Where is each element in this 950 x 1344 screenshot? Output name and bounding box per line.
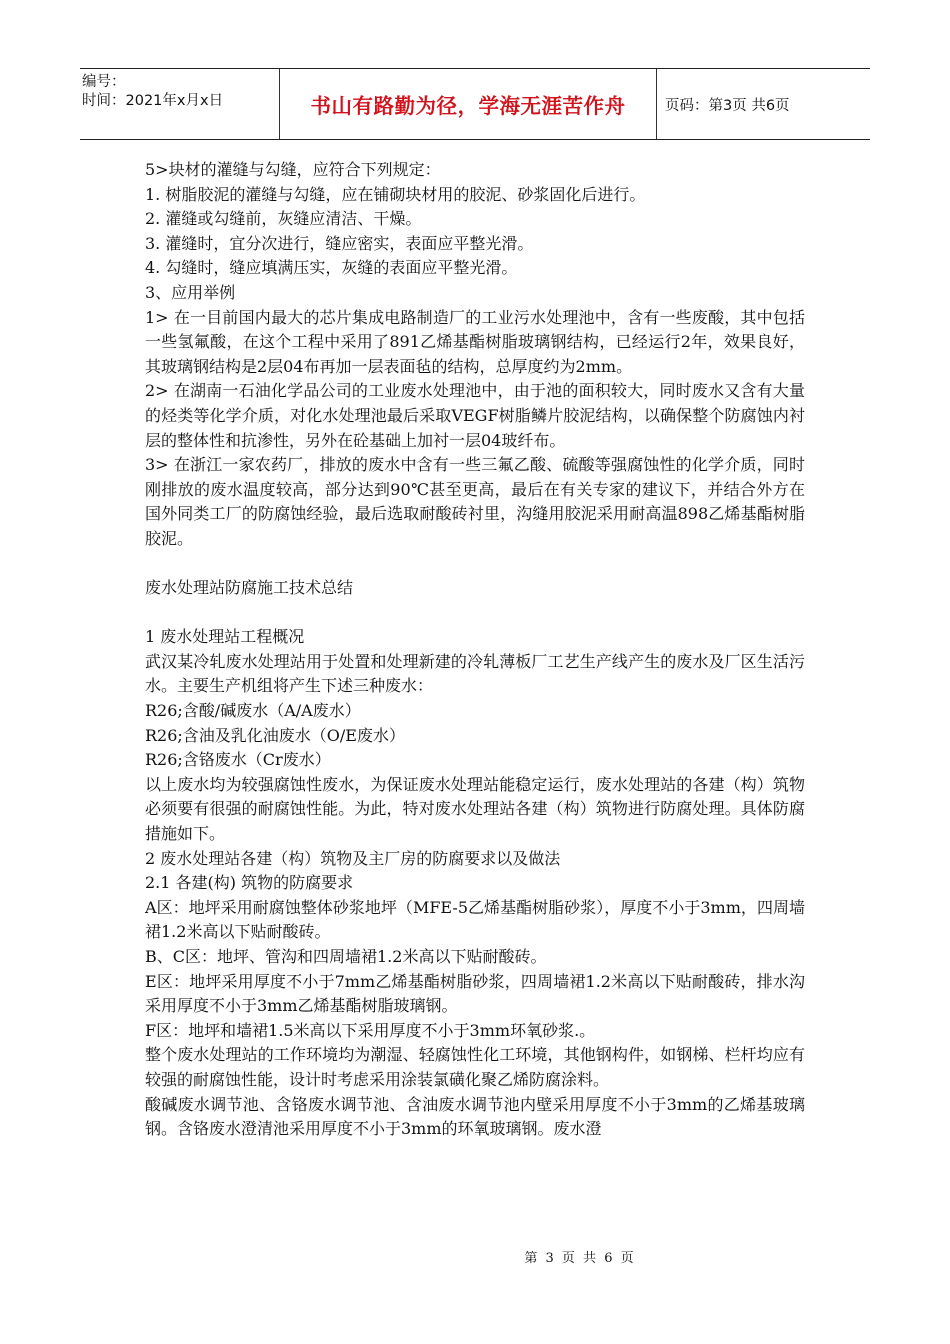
header-date: 时间：2021年x月x日 [82, 93, 224, 109]
paragraph: 3. 灌缝时，宜分次进行，缝应密实，表面应平整光滑。 [145, 233, 534, 253]
document-body [145, 158, 805, 1142]
paragraph: 以上废水均为较强腐蚀性废水，为保证废水处理站能稳定运行，废水处理站的各建（构）筑物必须要有很强的耐腐蚀性能。为此，特对废水处理站各建（构）筑物进行防腐处理。具体防腐措施如下。 [145, 774, 805, 844]
paragraph: 1. 树脂胶泥的灌缝与勾缝，应在铺砌块材用的胶泥、砂浆固化后进行。 [145, 184, 646, 204]
header-motto: 书山有路勤为径，学海无涯苦作舟 [280, 69, 657, 139]
paragraph: 武汉某冷轧废水处理站用于处置和处理新建的冷轧薄板厂工艺生产线产生的废水及厂区生活污水。主要生产机组将产生下述三种废水： [145, 651, 805, 696]
paragraph: 2> 在湖南一石油化学品公司的工业废水处理池中，由于池的面积较大，同时废水又含有大量的烃类等化学介质，对化水处理池最后采取VEGF树脂鳞片胶泥结构，以确保整个防腐蚀内衬层的整体性和抗渗性，另外在砼基础上加衬一层04玻纤布。 [145, 381, 805, 450]
paragraph: R26;含铬废水（Cr废水） [145, 750, 331, 770]
paragraph: A区：地坪采用耐腐蚀整体砂浆地坪（MFE-5乙烯基酯树脂砂浆），厚度不小于3mm，四周墙裙1.2米高以下贴耐酸砖。 [145, 897, 805, 942]
paragraph [145, 601, 805, 626]
header-meta [80, 69, 280, 139]
paragraph [145, 552, 805, 577]
document-header [80, 68, 870, 140]
paragraph: 4. 勾缝时，缝应填满压实，灰缝的表面应平整光滑。 [145, 258, 518, 278]
header-code: 编号： [82, 74, 126, 90]
paragraph: 1 废水处理站工程概况 [145, 627, 305, 647]
paragraph: 废水处理站防腐施工技术总结 [145, 578, 354, 598]
paragraph: 酸碱废水调节池、含铬废水调节池、含油废水调节池内壁采用厚度不小于3mm的乙烯基玻璃钢。含铬废水澄清池采用厚度不小于3mm的环氧玻璃钢。废水澄 [145, 1094, 805, 1139]
paragraph: F区：地坪和墙裙1.5米高以下采用厚度不小于3mm环氧砂浆.。 [145, 1020, 596, 1040]
paragraph: 3、应用举例 [145, 282, 236, 302]
paragraph: R26;含酸/碱废水（A/A废水） [145, 701, 361, 721]
paragraph: 5>块材的灌缝与勾缝，应符合下列规定： [145, 160, 441, 179]
paragraph: B、C区：地坪、管沟和四周墙裙1.2米高以下贴耐酸砖。 [145, 947, 547, 966]
header-page-number: 页码：第3页 共6页 [665, 97, 790, 114]
paragraph: 2.1 各建(构) 筑物的防腐要求 [145, 873, 354, 893]
paragraph: 3> 在浙江一家农药厂，排放的废水中含有一些三氟乙酸、硫酸等强腐蚀性的化学介质，同时刚排放的废水温度较高，部分达到90℃甚至更高，最后在有关专家的建议下，并结合外方在国外同类工厂的防腐蚀经验，最后选取耐酸砖衬里，沟缝用胶泥采用耐高温898乙烯基酯树脂胶泥。 [145, 455, 805, 548]
paragraph: 整个废水处理站的工作环境均为潮湿、轻腐蚀性化工环境，其他钢构件，如钢梯、栏杆均应有较强的耐腐蚀性能，设计时考虑采用涂装氯磺化聚乙烯防腐涂料。 [145, 1045, 805, 1089]
page-footer: 第 3 页 共 6 页 [524, 1251, 636, 1266]
paragraph: E区：地坪采用厚度不小于7mm乙烯基酯树脂砂浆，四周墙裙1.2米高以下贴耐酸砖，排水沟采用厚度不小于3mm乙烯基酯树脂玻璃钢。 [145, 971, 805, 1016]
paragraph: 1> 在一目前国内最大的芯片集成电路制造厂的工业污水处理池中，含有一些废酸，其中包括一些氢氟酸，在这个工程中采用了891乙烯基酯树脂玻璃钢结构，已经运行2年，效果良好，其玻璃钢结构是2层04布再加一层表面毡的结构，总厚度约为2mm。 [145, 307, 805, 376]
paragraph: 2 废水处理站各建（构）筑物及主厂房的防腐要求以及做法 [145, 848, 561, 868]
paragraph: 2. 灌缝或勾缝前，灰缝应清洁、干燥。 [145, 209, 422, 229]
paragraph: R26;含油及乳化油废水（O/E废水） [145, 725, 405, 745]
